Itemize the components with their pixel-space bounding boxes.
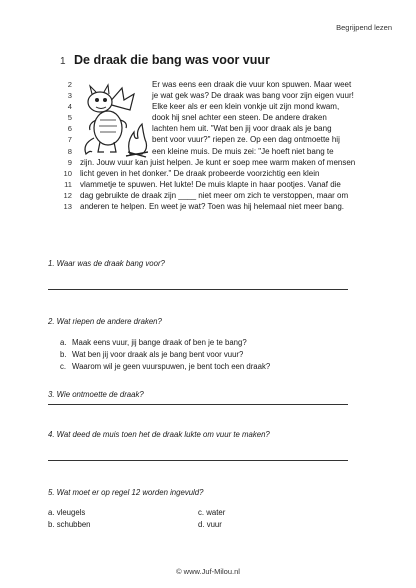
story-line [60,101,380,112]
line-text: een kleine muis. De muis zei: "Je hoeft niet bang te [152,146,334,156]
story-line [60,79,380,90]
story-text [60,79,380,212]
footer-credit: © www.Juf-Milou.nl [176,567,240,576]
option-text: vuur [206,520,222,529]
story-line [60,90,380,101]
option-text: Wat ben jij voor draak als je bang bent voor vuur? [72,350,244,359]
option-2c[interactable] [60,362,270,371]
option-text: Waarom wil je geen vuurspuwen, je bent toch een draak? [72,362,271,371]
line-text: bent voor vuur?" riepen ze. Op een dag ontmoette hij [152,135,340,145]
option-letter: a. [60,338,67,347]
question-1: 1. Waar was de draak bang voor? [48,259,165,268]
answer-line-3[interactable] [48,404,348,405]
option-letter: b. [48,520,55,529]
question-3: 3. Wie ontmoette de draak? [48,390,144,399]
option-5b[interactable] [48,520,91,529]
question-5: 5. Wat moet er op regel 12 worden ingevuld? [48,488,204,497]
story-line [60,146,380,157]
option-text: Maak eens vuur, jij bange draak of ben je te bang? [72,338,247,347]
story-line [60,168,380,179]
line-text: dook hij snel achter een steen. De andere draken [152,113,327,123]
option-text: schubben [56,520,91,529]
story-line [60,179,380,190]
line-text: dag gebruikte de draak zijn ____ niet meer om zich te verstoppen, maar om [80,190,349,200]
line-text: licht geven in het donker." De draak probeerde voorzichtig een klein [80,168,320,178]
option-text: water [206,508,226,517]
line-number: 8 [67,146,72,156]
story-line [60,157,380,168]
option-letter: c. [198,508,205,517]
line-number: 10 [63,168,72,178]
story-line [60,201,380,212]
line-text: Er was eens een draak die vuur kon spuwen. Maar weet [152,80,352,89]
story-line [60,112,380,123]
story-line [60,123,380,134]
line-number: 11 [64,179,72,189]
line-number: 5 [67,113,72,123]
line-number: 6 [67,124,72,134]
question-4: 4. Wat deed de muis toen het de draak lukte om vuur te maken? [48,430,270,439]
line-text: vlammetje te spuwen. Het lukte! De muis klapte in haar pootjes. Vanaf die [80,179,341,189]
line-number: 1 [60,56,66,67]
line-number: 13 [63,202,72,212]
line-number: 2 [67,80,72,89]
line-text: Elke keer als er een klein vonkje uit zijn mond kwam, [152,102,340,112]
option-2b[interactable] [60,350,243,359]
option-letter: a. [48,508,55,517]
option-5c[interactable] [198,508,225,517]
option-5a[interactable] [48,508,85,517]
answer-line-1[interactable] [48,289,348,290]
option-2a[interactable] [60,338,247,347]
line-text: je wat gek was? De draak was bang voor zijn eigen vuur! [152,91,354,101]
option-letter: b. [60,350,67,359]
title-row [60,53,270,67]
line-number: 4 [67,102,72,112]
line-text: zijn. Jouw vuur kan juist helpen. Je kunt er soep mee warm maken of mensen [80,157,356,167]
page-title: De draak die bang was voor vuur [74,53,270,67]
subject-label: Begrijpend lezen [336,23,392,32]
option-5d[interactable] [198,520,222,529]
story-line [60,134,380,145]
line-number: 7 [67,135,72,145]
option-letter: d. [198,520,205,529]
question-2: 2. Wat riepen de andere draken? [48,317,162,326]
line-number: 3 [67,91,72,101]
line-number: 9 [67,157,72,167]
option-letter: c. [60,362,67,371]
answer-line-4[interactable] [48,460,348,461]
story-line [60,190,380,201]
line-text: lachten hem uit. "Wat ben jij voor draak als je bang [152,124,332,134]
line-text: anderen te helpen. En weet je wat? Toen was hij helemaal niet meer bang. [80,202,345,212]
option-text: vleugels [56,508,86,517]
line-number: 12 [63,190,72,200]
